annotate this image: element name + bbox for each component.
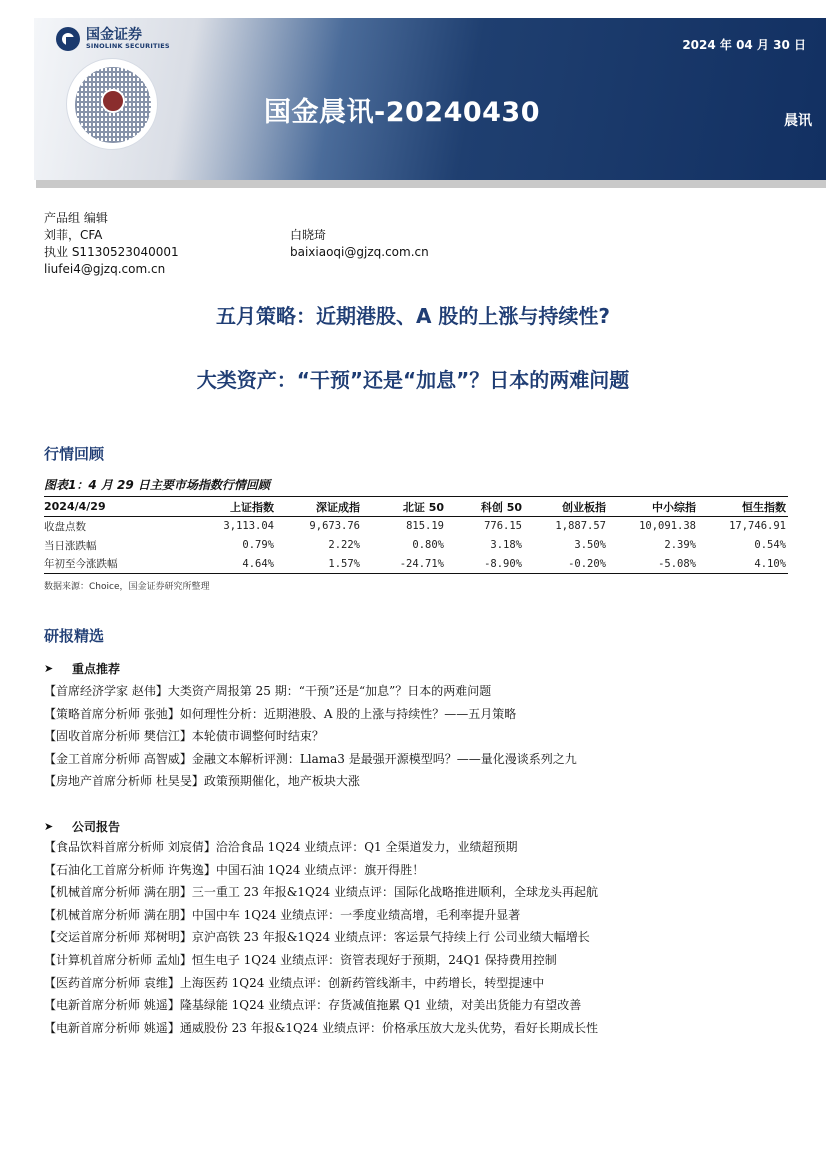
list-item[interactable]: 【电新首席分析师 姚遥】隆基绿能 1Q24 业绩点评：存货减值拖累 Q1 业绩，对美出货能力有望改善 (44, 998, 582, 1013)
column-header: 恒生指数 (698, 497, 788, 517)
headline-2: 大类资产：“干预”还是“加息”？日本的两难问题 (196, 368, 630, 392)
author-group: 产品组 编辑 (44, 211, 108, 225)
table-header-row (44, 497, 788, 517)
logo-en: SINOLINK SECURITIES (86, 41, 170, 50)
author-email-2[interactable]: baixiaoqi@gjzq.com.cn (290, 245, 429, 259)
table-cell: 1.57% (276, 555, 362, 574)
list-item[interactable]: 【医药首席分析师 袁维】上海医药 1Q24 业绩点评：创新药管线渐丰，中药增长，转型提速中 (44, 975, 545, 990)
table-cell: 年初至今涨跌幅 (44, 555, 164, 574)
market-index-table (44, 496, 788, 574)
column-header: 上证指数 (164, 497, 276, 517)
table-cell: -0.20% (524, 555, 608, 574)
column-header: 中小综指 (608, 497, 698, 517)
page-title: 国金晨讯-20240430 (264, 97, 540, 128)
table-cell: 10,091.38 (639, 520, 696, 533)
table-cell: 3.18% (490, 539, 522, 551)
qr-code (66, 58, 158, 150)
column-header: 2024/4/29 (44, 497, 164, 517)
list-item[interactable]: 【机械首席分析师 满在朋】中国中车 1Q24 业绩点评：一季度业绩高增，毛利率提升显著 (44, 907, 521, 922)
author-name-1: 刘菲，CFA (44, 228, 103, 242)
report-date: 2024 年 04 月 30 日 (682, 38, 806, 52)
list-item[interactable]: 【食品饮料首席分析师 刘宸倩】洽洽食品 1Q24 业绩点评：Q1 全渠道发力，业绩超预期 (44, 840, 518, 854)
table-cell: 3,113.04 (223, 520, 274, 533)
list-item[interactable]: 【电新首席分析师 姚遥】通威股份 23 年报&1Q24 业绩点评：价格承压放大龙头优势，看好长期成长性 (44, 1020, 598, 1035)
list-item[interactable]: 【石油化工首席分析师 许隽逸】中国石油 1Q24 业绩点评：旗开得胜！ (44, 862, 425, 877)
table-cell: 815.19 (406, 520, 444, 533)
column-header: 深证成指 (276, 497, 362, 517)
table-cell: 0.54% (754, 539, 786, 551)
subhead-company-reports (44, 818, 120, 835)
qr-center-logo-icon (101, 89, 125, 113)
table-cell: 1,887.57 (555, 520, 606, 533)
author-name-2: 白晓琦 (290, 228, 327, 242)
list-item[interactable]: 【交运首席分析师 郑树明】京沪高铁 23 年报&1Q24 业绩点评：客运景气持续上行 公司业绩大幅增长 (44, 930, 590, 945)
table-cell: 776.15 (484, 520, 522, 533)
column-header: 创业板指 (524, 497, 608, 517)
author-block-2 (290, 227, 429, 261)
list-item[interactable]: 【房地产首席分析师 杜昊旻】政策预期催化，地产板块大涨 (44, 774, 360, 789)
subhead-key-label: 重点推荐 (72, 662, 121, 676)
table-cell: 4.10% (698, 555, 788, 574)
brand-logo (56, 27, 170, 51)
table-cell: 当日涨跌幅 (44, 539, 97, 552)
table-cell: 2.39% (664, 539, 696, 551)
table-cell: 收盘点数 (44, 520, 86, 533)
list-item[interactable]: 【策略首席分析师 张弛】如何理性分析：近期港股、A 股的上涨与持续性？——五月策略 (44, 706, 517, 721)
table-cell: -5.08% (608, 555, 698, 574)
table-row (44, 536, 788, 555)
table-caption: 图表1：4 月 29 日主要市场指数行情回顾 (44, 478, 270, 492)
column-header: 北证 50 (362, 497, 446, 517)
table-cell: 0.80% (412, 539, 444, 551)
author-license-1: 执业 S1130523040001 (44, 245, 179, 259)
company-reports-list (44, 836, 598, 1039)
arrow-bullet-icon: ➤ (44, 662, 54, 675)
table-row (44, 555, 788, 574)
data-source-note: 数据来源：Choice，国金证券研究所整理 (44, 582, 210, 592)
list-item[interactable]: 【机械首席分析师 满在朋】三一重工 23 年报&1Q24 业绩点评：国际化战略推进顺利，全球龙头再起航 (44, 885, 598, 900)
list-item[interactable]: 【固收首席分析师 樊信江】本轮债市调整何时结束？ (44, 729, 324, 744)
key-picks-list (44, 680, 577, 793)
arrow-bullet-icon: ➤ (44, 820, 54, 833)
logo-text (86, 28, 170, 51)
table-cell: 2.22% (328, 539, 360, 551)
table-cell: -24.71% (362, 555, 446, 574)
table-cell: 17,746.91 (729, 520, 786, 533)
author-email-1[interactable]: liufei4@gjzq.com.cn (44, 262, 166, 276)
table-cell: 9,673.76 (309, 520, 360, 533)
sinolink-logo-icon (56, 27, 80, 51)
table-cell: 3.50% (574, 539, 606, 551)
headline-1: 五月策略：近期港股、A 股的上涨与持续性? (215, 304, 611, 328)
section-title-market: 行情回顾 (44, 445, 105, 463)
table-cell: -8.90% (446, 555, 524, 574)
report-type-tag: 晨讯 (784, 113, 812, 129)
logo-cn: 国金证券 (86, 26, 142, 43)
list-item[interactable]: 【计算机首席分析师 孟灿】恒生电子 1Q24 业绩点评：资管表现好于预期，24Q1 保持费用控制 (44, 952, 557, 967)
column-header: 科创 50 (446, 497, 524, 517)
section-title-research: 研报精选 (44, 627, 105, 645)
table-row (44, 517, 788, 536)
list-item[interactable]: 【金工首席分析师 高智威】金融文本解析评测：Llama3 是最强开源模型吗？——量化漫谈系列之九 (44, 751, 577, 766)
list-item[interactable]: 【首席经济学家 赵伟】大类资产周报第 25 期：“干预”还是“加息”？日本的两难问题 (44, 684, 492, 698)
table-cell: 4.64% (164, 555, 276, 574)
table-cell: 0.79% (242, 539, 274, 551)
author-block-1 (44, 210, 179, 278)
subhead-company-label: 公司报告 (72, 820, 121, 834)
subhead-key-picks (44, 660, 120, 677)
